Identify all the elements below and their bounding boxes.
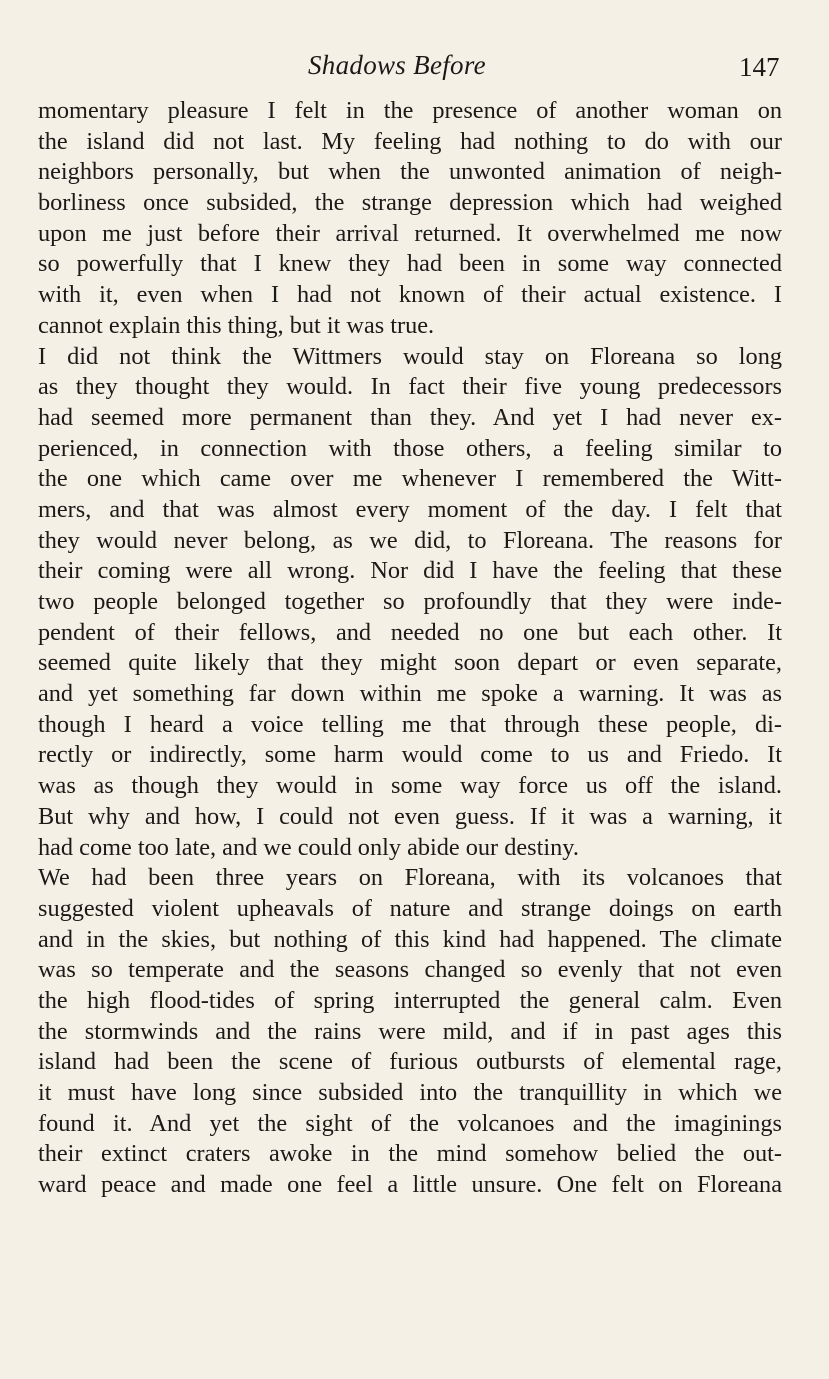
text-line: their coming were all wrong. Nor did I have the feeling that these [38, 557, 782, 585]
page-number: 147 [739, 52, 780, 82]
text-line: as they thought they would. In fact their five young predecessors [38, 373, 782, 401]
text-line: But why and how, I could not even guess. If it was a warning, it [38, 802, 782, 830]
text-line: though I heard a voice telling me that through these people, di- [38, 710, 782, 738]
text-line: rectly or indirectly, some harm would come to us and Friedo. It [38, 741, 782, 769]
text-line: mers, and that was almost every moment of the day. I felt that [38, 495, 782, 523]
text-line: with it, even when I had not known of their actual existence. I [38, 281, 782, 309]
text-line: two people belonged together so profoundly that they were inde- [38, 588, 782, 615]
text-line: so powerfully that I knew they had been in some way connected [38, 250, 782, 278]
text-line: cannot explain this thing, but it was true. [38, 311, 435, 339]
text-line: We had been three years on Floreana, with its volcanoes that [38, 864, 782, 892]
text-line: I did not think the Wittmers would stay on Floreana so long [38, 342, 782, 370]
text-line: and in the skies, but nothing of this kind had happened. The climate [38, 925, 782, 953]
text-line: the one which came over me whenever I remembered the Witt- [38, 465, 782, 493]
text-line: neighbors personally, but when the unwonted animation of neigh- [38, 158, 782, 186]
text-line: suggested violent upheavals of nature and strange doings on earth [38, 894, 782, 922]
text-line: momentary pleasure I felt in the presence of another woman on [38, 97, 782, 124]
text-line: upon me just before their arrival returned. It overwhelmed me now [38, 219, 782, 247]
text-line: ward peace and made one feel a little unsure. One felt on Floreana [38, 1171, 782, 1199]
running-title: Shadows Before [308, 50, 486, 80]
text-line: and yet something far down within me spoke a warning. It was as [38, 680, 782, 708]
text-line: seemed quite likely that they might soon depart or even separate, [38, 649, 782, 677]
text-line: had seemed more permanent than they. And yet I had never ex- [38, 403, 782, 431]
text-line: perienced, in connection with those others, a feeling similar to [38, 434, 782, 462]
text-line: they would never belong, as we did, to Floreana. The reasons for [38, 526, 782, 554]
text-line: had come too late, and we could only abide our destiny. [38, 833, 579, 861]
text-line: the stormwinds and the rains were mild, and if in past ages this [38, 1017, 782, 1045]
text-line: island had been the scene of furious outbursts of elemental rage, [38, 1048, 782, 1076]
text-line: was so temperate and the seasons changed so evenly that not even [38, 956, 782, 984]
running-head [0, 50, 829, 90]
text-line: was as though they would in some way force us off the island. [38, 772, 782, 800]
text-line: pendent of their fellows, and needed no one but each other. It [38, 618, 782, 646]
body-text [38, 96, 782, 1201]
text-line: the island did not last. My feeling had nothing to do with our [38, 127, 782, 155]
text-line: their extinct craters awoke in the mind somehow belied the out- [38, 1140, 782, 1168]
text-line: borliness once subsided, the strange depression which had weighed [38, 189, 782, 217]
text-line: it must have long since subsided into the tranquillity in which we [38, 1079, 782, 1106]
text-line: found it. And yet the sight of the volcanoes and the imaginings [38, 1109, 782, 1137]
text-line: the high flood-tides of spring interrupted the general calm. Even [38, 986, 782, 1014]
